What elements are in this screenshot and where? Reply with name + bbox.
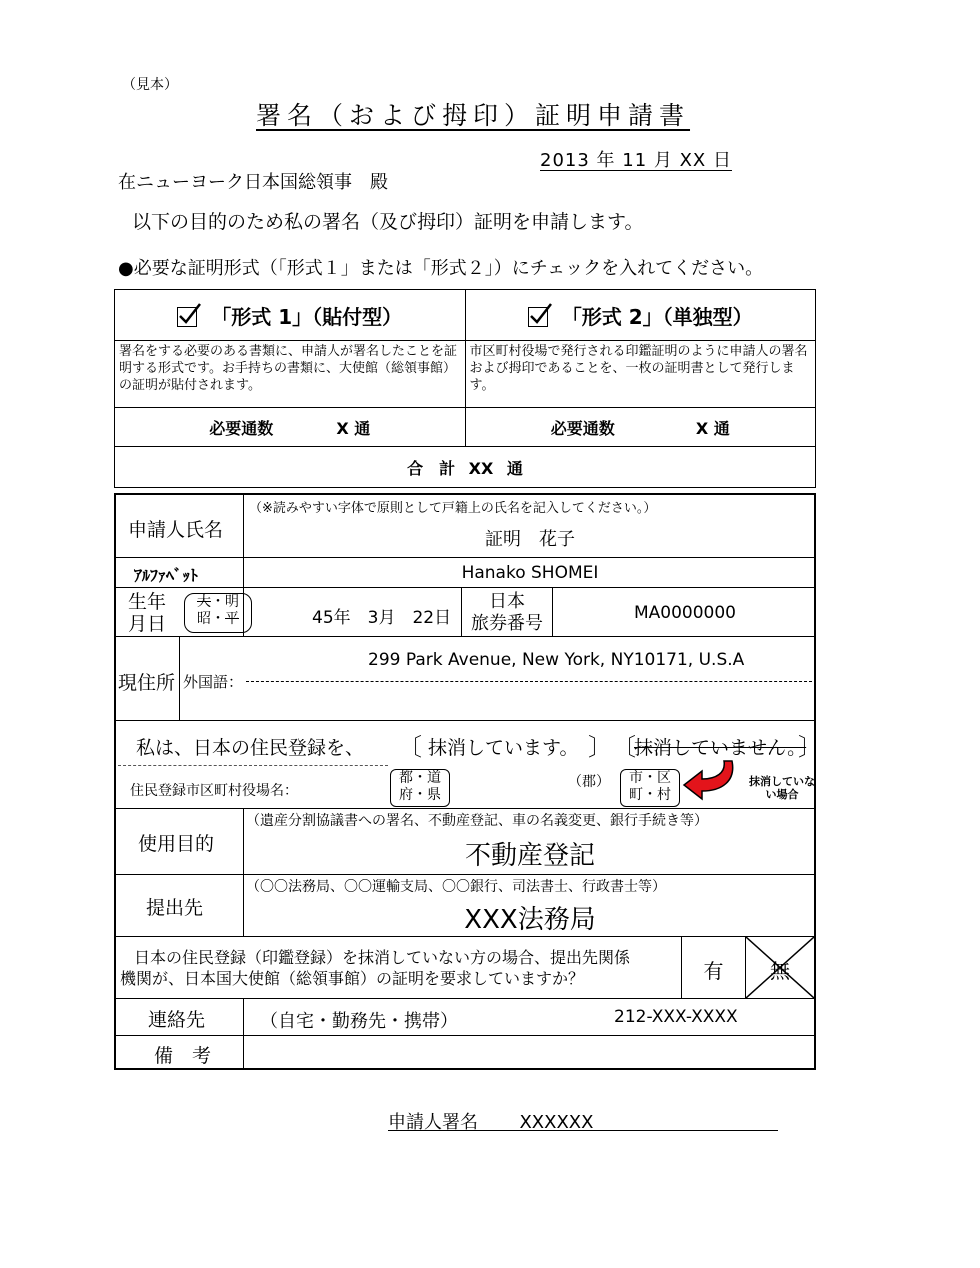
addressee: 在ニューヨーク日本国総領事 殿 [118,172,388,193]
purpose-field[interactable]: 不動産登記 [464,841,595,871]
submit-field[interactable]: XXX法務局 [464,905,596,935]
office-label: 住民登録市区町村役場名： [130,783,298,799]
option-not-erased[interactable]: 抹消していません。 [634,737,807,759]
yes-option[interactable]: 有 [703,959,724,983]
birth-date-field[interactable]: 45年 3月 22日 [312,608,452,628]
alphabet-field[interactable]: Hanako SHOMEI [461,563,599,583]
name-label: 申請人氏名 [128,519,224,541]
format1-count-unit: 通 [354,418,371,438]
address-label: 現住所 [118,672,176,694]
instruction-text: ●必要な証明形式（「形式１」または「形式２」）にチェックを入れてください。 [118,258,764,279]
submit-label: 提出先 [146,897,204,919]
passport-label-line2: 旅券番号 [471,613,543,634]
residency-statement: 私は、日本の住民登録を、 [136,737,365,759]
page-title: 署名（および拇印）証明申請書 [256,101,691,130]
city-row2: 町・村 [629,787,671,803]
prefecture-row2: 府・県 [399,787,441,803]
format1-count[interactable] [115,408,466,447]
bracket-close-2: 〕 [798,733,822,761]
contact-number-field[interactable]: 212-XXX-XXXX [614,1007,738,1027]
bracket-open-1: 〔 [398,733,422,761]
contact-type: （自宅・勤務先・携帯） [260,1011,458,1032]
era-taisho: 大 [197,594,211,610]
purpose-label: 使用目的 [138,833,215,855]
birth-label [128,591,166,635]
prefecture-row1: 都・道 [399,770,441,786]
name-note: （※読みやすい字体で原則として戸籍上の氏名を記入してください。） [249,501,657,516]
era-selector[interactable]: 大・明 昭・平 [184,593,252,633]
format2-header[interactable] [465,290,816,341]
contact-label: 連絡先 [148,1009,206,1031]
not-erased-note: 抹消していない場合 [749,775,815,801]
passport-number-field[interactable]: MA0000000 [633,603,736,623]
foreign-language-line [246,681,812,682]
bracket-close-1: 〕 [588,733,612,761]
birth-label-line1: 生年 [128,591,167,613]
signature-line [388,1130,778,1131]
application-date: 2013 年 11 月 XX 日 [540,150,732,171]
format2-description: 市区町村役場で発行される印鑑証明のように申請人の署名および拇印であることを、一枚の証明書として発行します。 [465,341,816,408]
embassy-question-line1: 日本の住民登録（印鑑登録）を抹消していない方の場合、提出先関係 [134,948,631,967]
application-form [114,493,822,1070]
format2-count[interactable] [465,408,816,447]
sample-label: （見本） [122,77,178,93]
intro-text: 以下の目的のため私の署名（及び拇印）証明を申請します。 [132,211,644,233]
bracket-open-2: 〔 [612,733,636,761]
name-field[interactable]: 証明 花子 [485,529,575,550]
format2-count-value: X [695,418,709,438]
gun-label: （郡） [568,774,610,790]
city-row1: 市・区 [629,770,671,786]
era-meiji: 明 [225,594,239,610]
total-unit: 通 [506,458,523,478]
option-erased[interactable]: 抹消しています。 [428,737,579,759]
city-selector[interactable] [620,769,680,807]
embassy-question [120,947,630,989]
passport-label [464,591,550,635]
curved-arrow-icon [680,757,740,807]
format2-count-label: 必要通数 [550,418,615,438]
remarks-field[interactable] [246,1037,814,1067]
era-heisei: 平 [225,611,239,627]
era-showa: 昭 [197,611,211,627]
no-cross-mark-icon [746,937,814,998]
format1-label: 「形式 1」（貼付型） [211,304,403,329]
format-table [114,289,816,488]
alphabet-label: ｱﾙﾌｧﾍﾞｯﾄ [134,566,199,585]
embassy-question-line2: 機関が、日本国大使館（総領事館）の証明を要求していますか？ [120,969,585,988]
no-option[interactable]: 無 [770,959,790,983]
signature-field[interactable]: XXXXXX [519,1112,594,1133]
prefecture-selector[interactable] [390,769,450,807]
format1-count-value: X [336,418,349,438]
remarks-label: 備 考 [154,1045,212,1067]
format2-label: 「形式 2」（単独型） [561,304,753,329]
address-field[interactable]: 299 Park Avenue, New York, NY10171, U.S.A [368,650,745,670]
format2-count-unit: 通 [713,418,730,438]
foreign-language-label: 外国語： [183,673,244,691]
birth-label-line2: 月日 [128,613,167,635]
format2-checkbox-icon[interactable] [528,307,548,327]
format1-description: 署名をする必要のある書類に、申請人が署名したことを証明する形式です。お手持ちの書類に、大使館（総領事館）の証明が貼付されます。 [115,341,466,408]
signature-label: 申請人署名 [388,1112,478,1133]
format1-header[interactable] [115,290,466,341]
passport-label-line1: 日本 [489,591,525,612]
purpose-note: （遺産分割協議書への署名、不動産登記、車の名義変更、銀行手続き等） [246,813,708,829]
total-value: XX [468,458,494,478]
total-count [115,447,816,488]
format1-count-label: 必要通数 [209,418,274,438]
total-label: 合 計 [407,458,456,478]
format1-checkbox-icon[interactable] [177,307,197,327]
submit-note: （〇〇法務局、〇〇運輸支局、〇〇銀行、司法書士、行政書士等） [246,879,666,895]
